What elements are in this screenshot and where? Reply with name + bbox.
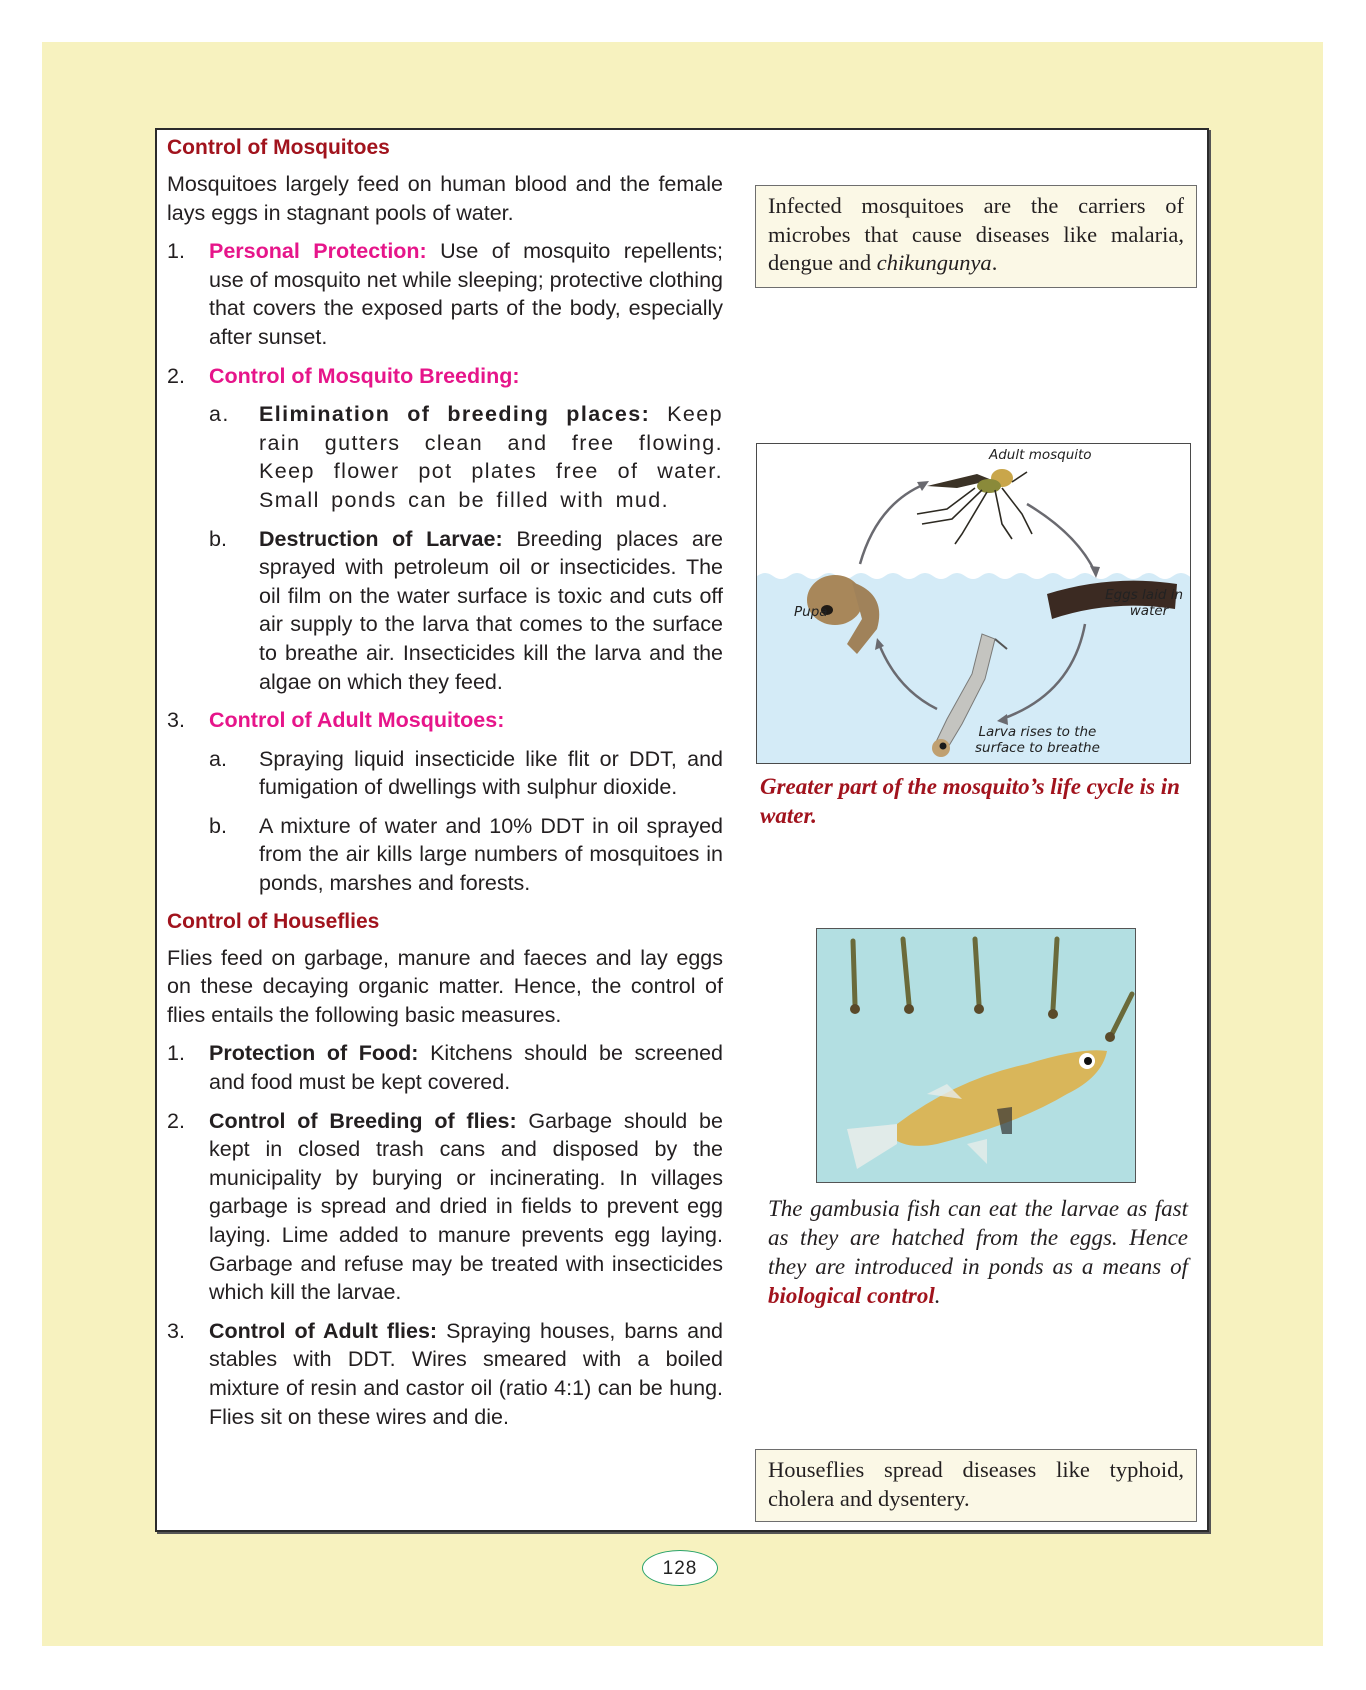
mosquitoes-intro: Mosquitoes largely feed on human blood and the female lays eggs in stagnant pools of water.: [167, 172, 723, 225]
info-end: .: [991, 250, 998, 275]
caption-end: .: [934, 1283, 941, 1308]
sub-item-text: Keep rain gutters clean and free flowing. Keep flower pot plates free of water. Small ponds can be filled with mud.: [259, 402, 723, 512]
label-adult-mosquito: Adult mosquito: [989, 447, 1092, 463]
list-item-fly-breeding-control: [167, 1107, 723, 1307]
list-item-food-protection: [167, 1039, 723, 1096]
sub-item-larvae-destruction: [167, 525, 723, 697]
item-text: Spraying houses, barns and stables with DDT. Wires smeared with a boiled mixture of resin and castor oil (ratio 4:1) can be hung. Flies sit on these wires and die.: [209, 1318, 723, 1429]
sub-item-letter: b.: [209, 526, 227, 551]
page-number: 128: [642, 1550, 718, 1586]
item-title: Control of Mosquito Breeding:: [209, 363, 520, 388]
label-eggs-line1: Eggs laid in: [1105, 587, 1183, 603]
sub-item-letter: a.: [209, 402, 230, 427]
sub-item-letter: a.: [209, 746, 227, 771]
item-number: 1.: [167, 239, 185, 264]
sub-item-ddt-mixture: [167, 812, 723, 898]
gambusia-fish-illustration: [817, 929, 1136, 1183]
section-heading-mosquitoes: Control of Mosquitoes: [167, 136, 390, 159]
label-larva-line1: Larva rises to the: [978, 724, 1097, 740]
label-pupa: Pupa: [794, 604, 828, 620]
item-number: 3.: [167, 1318, 185, 1343]
sub-item-spraying: [167, 745, 723, 802]
item-number: 2.: [167, 1108, 185, 1133]
gambusia-caption: [768, 1194, 1188, 1310]
item-number: 1.: [167, 1041, 185, 1066]
item-title: Control of Adult Mosquitoes:: [209, 708, 505, 733]
item-title: Personal Protection:: [209, 239, 427, 264]
item-title: Control of Breeding of flies:: [209, 1108, 517, 1133]
sub-item-text: Spraying liquid insecticide like flit or DDT, and fumigation of dwellings with sulphur dioxide.: [259, 746, 723, 800]
gambusia-caption-text: The gambusia fish can eat the larvae as fast as they are hatched from the eggs. Hence they are introduced in ponds as a means of: [768, 1196, 1188, 1279]
item-number: 3.: [167, 708, 185, 733]
life-cycle-caption: Greater part of the mosquito’s life cycle is in water.: [760, 774, 1180, 828]
label-eggs-line2: water: [1129, 603, 1169, 619]
sub-item-title: Destruction of Larvae:: [259, 526, 503, 551]
info-italic: chikungunya: [876, 250, 992, 275]
mosquito-life-cycle-diagram: [756, 443, 1191, 764]
sub-item-text: A mixture of water and 10% DDT in oil sprayed from the air kills large numbers of mosquitoes in ponds, marshes and forests.: [259, 813, 723, 896]
biological-control-emphasis: biological control: [768, 1283, 935, 1308]
list-item-adult-fly-control: [167, 1317, 723, 1431]
item-text: Use of mosquito repellents; use of mosquito net while sleeping; protective clothing that covers the exposed parts of the body, especially after sunset.: [209, 239, 723, 349]
label-larva-line2: surface to breathe: [975, 740, 1100, 756]
label-eggs: [1087, 587, 1183, 619]
list-item-breeding-control: [167, 362, 723, 391]
section-heading-houseflies: Control of Houseflies: [167, 909, 380, 933]
gambusia-fish-photo: [816, 928, 1136, 1183]
info-text: Infected mosquitoes are the carriers of microbes that cause diseases like malaria, dengue and: [768, 193, 1184, 275]
sub-item-text: Breeding places are sprayed with petroleum oil or insecticides. The oil film on the water surface is toxic and cuts off air supply to the larva that comes to the surface to breathe air. Insecticides kill the larva and the algae on which they feed.: [259, 526, 723, 694]
item-text: Garbage should be kept in closed trash cans and disposed by the municipality by burying or incinerating. In villages garbage is spread and dried in fields to prevent egg laying. Lime added to manure prevents egg laying. Garbage and refuse may be treated with insecticides which kill the larvae.: [209, 1108, 723, 1305]
sub-item-title: Elimination of breeding places:: [259, 402, 651, 427]
item-title: Protection of Food:: [209, 1041, 419, 1066]
houseflies-intro: Flies feed on garbage, manure and faeces and lay eggs on these decaying organic matter. Hence, the control of flies entails the following basic measures.: [167, 945, 723, 1027]
list-item-adult-mosquito-control: [167, 706, 723, 735]
sub-item-letter: b.: [209, 813, 227, 838]
list-item-personal-protection: [167, 237, 723, 351]
main-column: [167, 132, 723, 1441]
label-larva: [975, 724, 1100, 756]
item-title: Control of Adult flies:: [209, 1318, 438, 1343]
info-box-housefly-diseases: [755, 1449, 1197, 1522]
sub-item-elimination: [167, 400, 723, 514]
info-box-mosquito-diseases: [755, 185, 1197, 288]
info-text: Houseflies spread diseases like typhoid, cholera and dysentery.: [768, 1457, 1184, 1511]
item-number: 2.: [167, 363, 185, 388]
item-text: Kitchens should be screened and food must be kept covered.: [209, 1041, 724, 1095]
